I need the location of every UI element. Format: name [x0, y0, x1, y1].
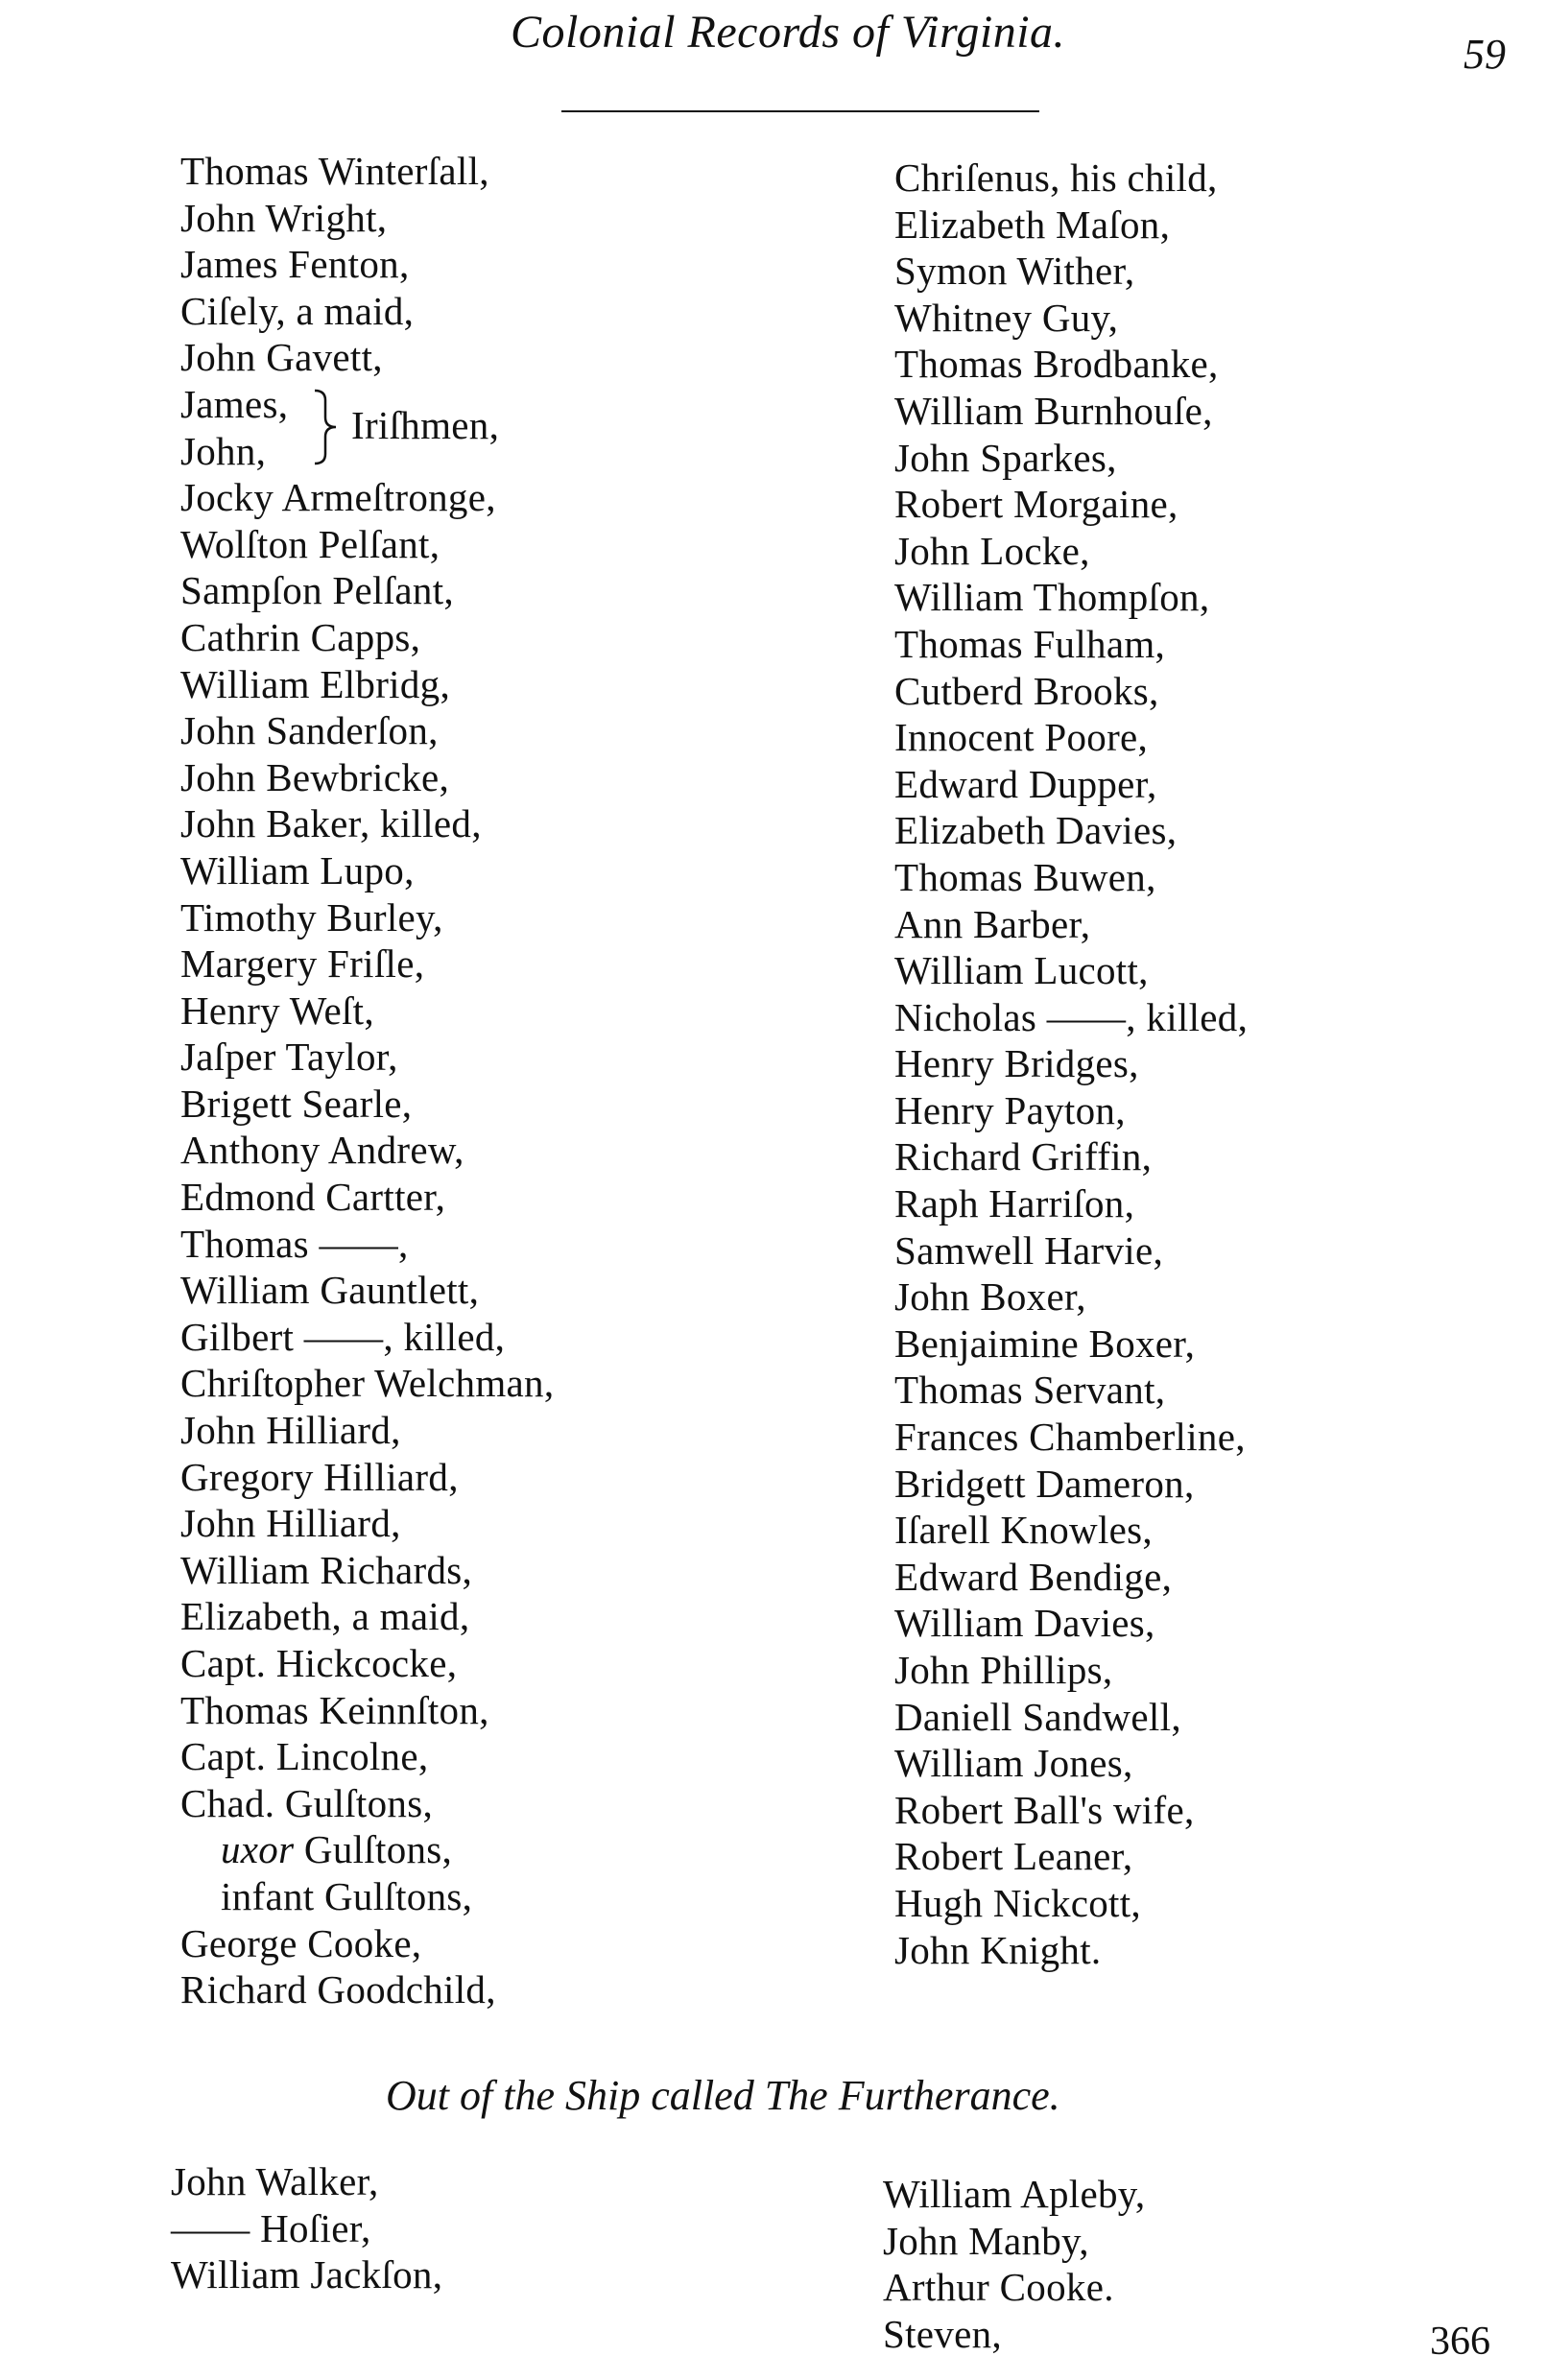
name-entry: Benjaimine Boxer, — [894, 1321, 1196, 1366]
name-entry: William Davies, — [894, 1601, 1155, 1646]
name-entry: Capt. Hickcocke, — [180, 1641, 458, 1685]
name-entry: John Hilliard, — [180, 1501, 401, 1546]
name-entry: George Cooke, — [180, 1920, 422, 1965]
names-column-left — [180, 148, 554, 2013]
uxor-surname: Gulſtons, — [294, 1827, 453, 1872]
name-entry: Chriſenus, his child, — [894, 155, 1218, 200]
name-entry: Thomas Winterſall, — [180, 149, 489, 193]
name-entry: Cutberd Brooks, — [894, 668, 1159, 713]
name-entry: James Fenton, — [180, 242, 410, 287]
name-entry: Chriſtopher Welchman, — [180, 1361, 555, 1406]
name-entry: William Apleby, — [883, 2172, 1146, 2216]
name-entry: —— Hoſier, — [171, 2205, 371, 2250]
name-entry: Henry Weſt, — [180, 988, 374, 1033]
page-number: 59 — [1464, 31, 1506, 78]
name-entry: Richard Goodchild, — [180, 1967, 496, 2012]
name-entry: John Sparkes, — [894, 435, 1117, 480]
name-entry: John Phillips, — [894, 1648, 1113, 1692]
name-entry: Thomas Fulham, — [894, 621, 1166, 666]
name-entry: Jaſper Taylor, — [180, 1035, 398, 1080]
name-entry: Steven, — [883, 2311, 1002, 2356]
name-entry: Gregory Hilliard, — [180, 1454, 459, 1499]
name-entry: Chad. Gulſtons, — [180, 1780, 434, 1825]
name-entry: Samwell Harvie, — [894, 1227, 1164, 1273]
name-entry: Ciſely, a maid, — [180, 288, 415, 333]
name-entry: Richard Griffin, — [894, 1134, 1153, 1179]
name-entry: Edmond Cartter, — [180, 1175, 446, 1220]
name-entry: John Boxer, — [894, 1274, 1086, 1320]
name-entry: Robert Ball's wife, — [894, 1787, 1195, 1832]
name-entry: Ann Barber, — [894, 901, 1091, 946]
name-entry: Elizabeth, a maid, — [180, 1594, 470, 1639]
name-entry: Jocky Armeſtronge, — [180, 475, 496, 520]
name-entry: John Walker, — [171, 2159, 379, 2203]
name-entry: Arthur Cooke. — [883, 2265, 1114, 2310]
name-entry: Iſarell Knowles, — [894, 1508, 1153, 1553]
name-entry: John Baker, killed, — [180, 801, 482, 846]
name-entry: Daniell Sandwell, — [894, 1694, 1181, 1739]
name-entry: Anthony Andrew, — [180, 1128, 464, 1173]
name-entry: Thomas Brodbanke, — [894, 342, 1219, 387]
name-entry: Thomas Servant, — [894, 1368, 1166, 1413]
name-entry: Cathrin Capps, — [180, 614, 421, 659]
name-entry: Bridgett Dameron, — [894, 1461, 1195, 1506]
header-rule — [561, 110, 1039, 112]
name-entry: William Gauntlett, — [180, 1268, 480, 1313]
name-entry: John Wright, — [180, 195, 388, 240]
bracket-label: Iriſhmen, — [351, 402, 500, 447]
section-heading: Out of the Ship called The Furtherance. — [386, 2072, 1060, 2119]
name-entry: Elizabeth Davies, — [894, 808, 1178, 853]
folio-number: 366 — [1430, 2320, 1490, 2364]
name-entry: Henry Payton, — [894, 1087, 1126, 1132]
name-entry: John Knight. — [894, 1927, 1102, 1972]
name-entry-infant: infant Gulſtons, — [221, 1873, 473, 1918]
name-entry: Sampſon Pelſant, — [180, 568, 454, 613]
name-entry: Raph Harriſon, — [894, 1181, 1135, 1226]
name-entry: Thomas Keinnſton, — [180, 1687, 489, 1732]
name-entry: William Thompſon, — [894, 575, 1210, 620]
name-entry: William Jackſon, — [171, 2252, 443, 2297]
irishmen-bracket-group — [180, 381, 554, 474]
curly-brace-icon — [311, 387, 340, 467]
name-entry: Margery Friſle, — [180, 941, 425, 987]
name-entry: John Sanderſon, — [180, 708, 439, 753]
name-entry: Capt. Lincolne, — [180, 1734, 429, 1779]
name-entry: Robert Morgaine, — [894, 482, 1178, 527]
name-entry: Innocent Poore, — [894, 715, 1149, 760]
running-title: Colonial Records of Virginia. — [511, 7, 1066, 58]
name-entry: Gilbert ——, killed, — [180, 1314, 506, 1359]
name-entry: Whitney Guy, — [894, 295, 1119, 340]
name-entry: Edward Dupper, — [894, 761, 1157, 806]
name-entry: John Manby, — [883, 2218, 1089, 2263]
name-entry: James, — [180, 381, 289, 426]
uxor-latin-word: uxor — [221, 1827, 295, 1872]
name-entry: John Hilliard, — [180, 1408, 401, 1453]
name-entry: William Lupo, — [180, 847, 415, 892]
name-entry: Timothy Burley, — [180, 894, 443, 940]
name-entry: John Bewbricke, — [180, 754, 450, 799]
name-entry: William Jones, — [894, 1741, 1133, 1786]
name-entry: Thomas Buwen, — [894, 854, 1156, 899]
name-entry: Edward Bendige, — [894, 1554, 1173, 1599]
name-entry: Frances Chamberline, — [894, 1415, 1246, 1460]
names-column-right — [894, 155, 1248, 1973]
name-entry: John, — [180, 428, 267, 473]
name-entry: William Burnhouſe, — [894, 388, 1213, 433]
name-entry: Thomas ——, — [180, 1221, 409, 1266]
name-entry: William Elbridg, — [180, 661, 450, 706]
name-entry: Henry Bridges, — [894, 1041, 1139, 1086]
name-entry: Wolſton Pelſant, — [180, 521, 440, 566]
name-entry: Brigett Searle, — [180, 1081, 413, 1126]
furtherance-column-left — [171, 2158, 442, 2298]
name-entry: Robert Leaner, — [894, 1834, 1133, 1879]
name-entry: John Locke, — [894, 528, 1090, 573]
name-entry: William Richards, — [180, 1547, 473, 1592]
name-entry: Symon Wither, — [894, 249, 1135, 294]
name-entry: Nicholas ——, killed, — [894, 994, 1249, 1039]
name-entry: William Lucott, — [894, 948, 1149, 993]
furtherance-column-right — [883, 2171, 1145, 2357]
name-entry: Hugh Nickcott, — [894, 1880, 1141, 1925]
name-entry-uxor — [180, 1826, 554, 1873]
name-entry: John Gavett, — [180, 335, 383, 380]
name-entry: Elizabeth Maſon, — [894, 202, 1171, 247]
